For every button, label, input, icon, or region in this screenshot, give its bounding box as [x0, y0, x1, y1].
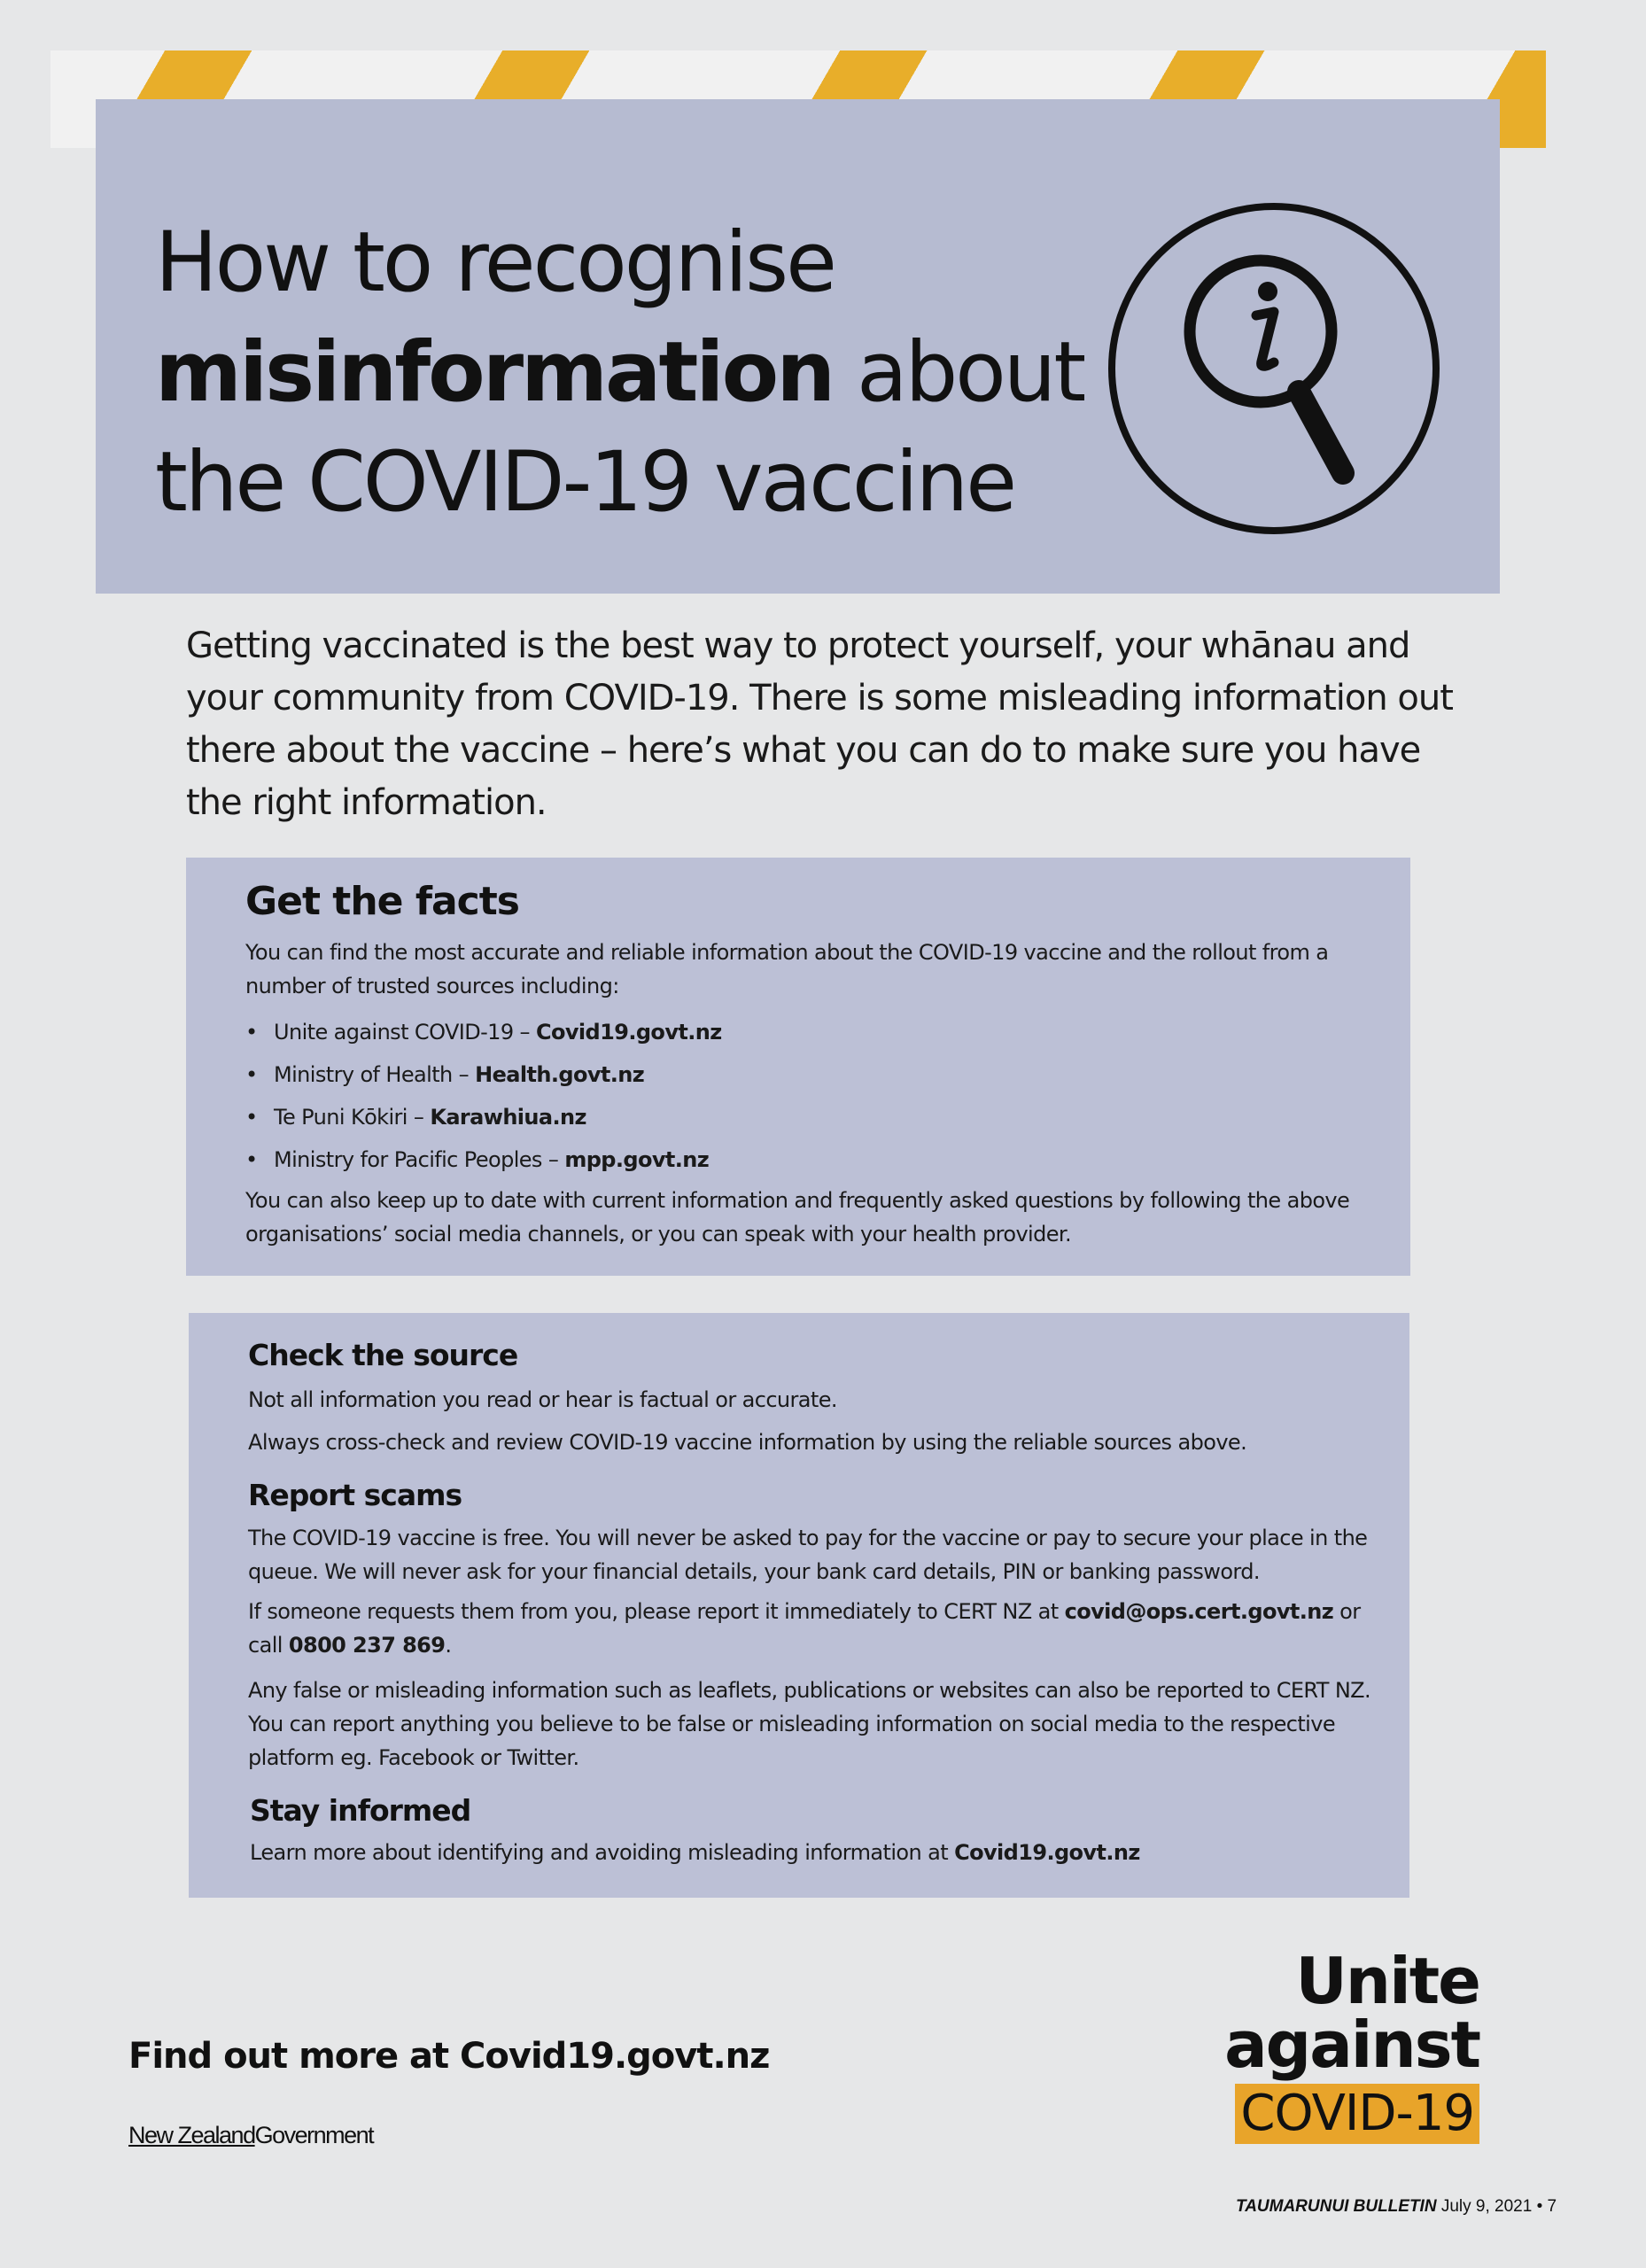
- list-item: • Ministry for Pacific Peoples – mpp.govt.nz: [245, 1147, 710, 1172]
- unite-against-covid-logo: Unite against COVID-19: [1224, 1944, 1479, 2142]
- facts-intro: You can find the most accurate and reliable information about the COVID-19 vaccine and the rollout from a number of trusted sources including:: [245, 940, 1329, 998]
- facts-heading: Get the facts: [245, 879, 519, 924]
- title-line-2-rest: about: [833, 324, 1084, 421]
- source-link: Karawhiua.nz: [430, 1105, 586, 1130]
- scams-text-2: If someone requests them from you, please report it immediately to CERT NZ at covid@ops.cert.govt.nz or call 0800 237 869.: [248, 1599, 1361, 1658]
- page-footer: TAUMARUNUI BULLETIN July 9, 2021 • 7: [1236, 2197, 1557, 2216]
- source-text-2: Always cross-check and review COVID-19 vaccine information by using the reliable sources above.: [248, 1430, 1247, 1455]
- list-item: • Unite against COVID-19 – Covid19.govt.nz: [245, 1020, 722, 1045]
- info-magnifier-icon: [1106, 200, 1442, 537]
- informed-text: Learn more about identifying and avoiding misleading information at Covid19.govt.nz: [250, 1840, 1140, 1865]
- scams-text-3: Any false or misleading information such as leaflets, publications or websites can also be reported to CERT NZ. You can report anything you believe to be false or misleading information on social media to the respective platform eg. Facebook or Twitter.: [248, 1678, 1371, 1770]
- source-heading: Check the source: [248, 1338, 518, 1372]
- source-text-1: Not all information you read or hear is factual or accurate.: [248, 1387, 837, 1412]
- title-line-1: How to recognise: [155, 214, 835, 311]
- informed-link: Covid19.govt.nz: [954, 1840, 1140, 1865]
- cert-email: covid@ops.cert.govt.nz: [1064, 1599, 1334, 1624]
- list-item: • Ministry of Health – Health.govt.nz: [245, 1062, 645, 1087]
- scams-text-1: The COVID-19 vaccine is free. You will never be asked to pay for the vaccine or pay to secure your place in the queue. We will never ask for your financial details, your bank card details, PIN or banking password.: [248, 1526, 1368, 1584]
- source-link: Health.govt.nz: [475, 1062, 645, 1087]
- source-link: Covid19.govt.nz: [535, 1020, 722, 1045]
- facts-outro: You can also keep up to date with current information and frequently asked questions by following the above organisations’ social media channels, or you can speak with your health provider.: [245, 1188, 1350, 1247]
- list-item: • Te Puni Kōkiri – Karawhiua.nz: [245, 1105, 586, 1130]
- sources-list: [245, 1011, 1397, 1181]
- find-out-more: Find out more at Covid19.govt.nz: [128, 2036, 770, 2077]
- informed-heading: Stay informed: [250, 1793, 471, 1828]
- nz-government-logo: New ZealandGovernment: [128, 2122, 374, 2148]
- title-line-3: the COVID-19 vaccine: [155, 434, 1015, 531]
- title-bold-word: misinformation: [155, 324, 834, 421]
- page-title: [155, 208, 1112, 538]
- intro-paragraph: Getting vaccinated is the best way to protect yourself, your whānau and your community from COVID-19. There is some misleading information out there about the vaccine – here’s what you can do to make sure you have the right information.: [186, 625, 1453, 823]
- scams-heading: Report scams: [248, 1478, 462, 1512]
- cert-phone: 0800 237 869: [288, 1633, 446, 1658]
- source-link: mpp.govt.nz: [564, 1147, 710, 1172]
